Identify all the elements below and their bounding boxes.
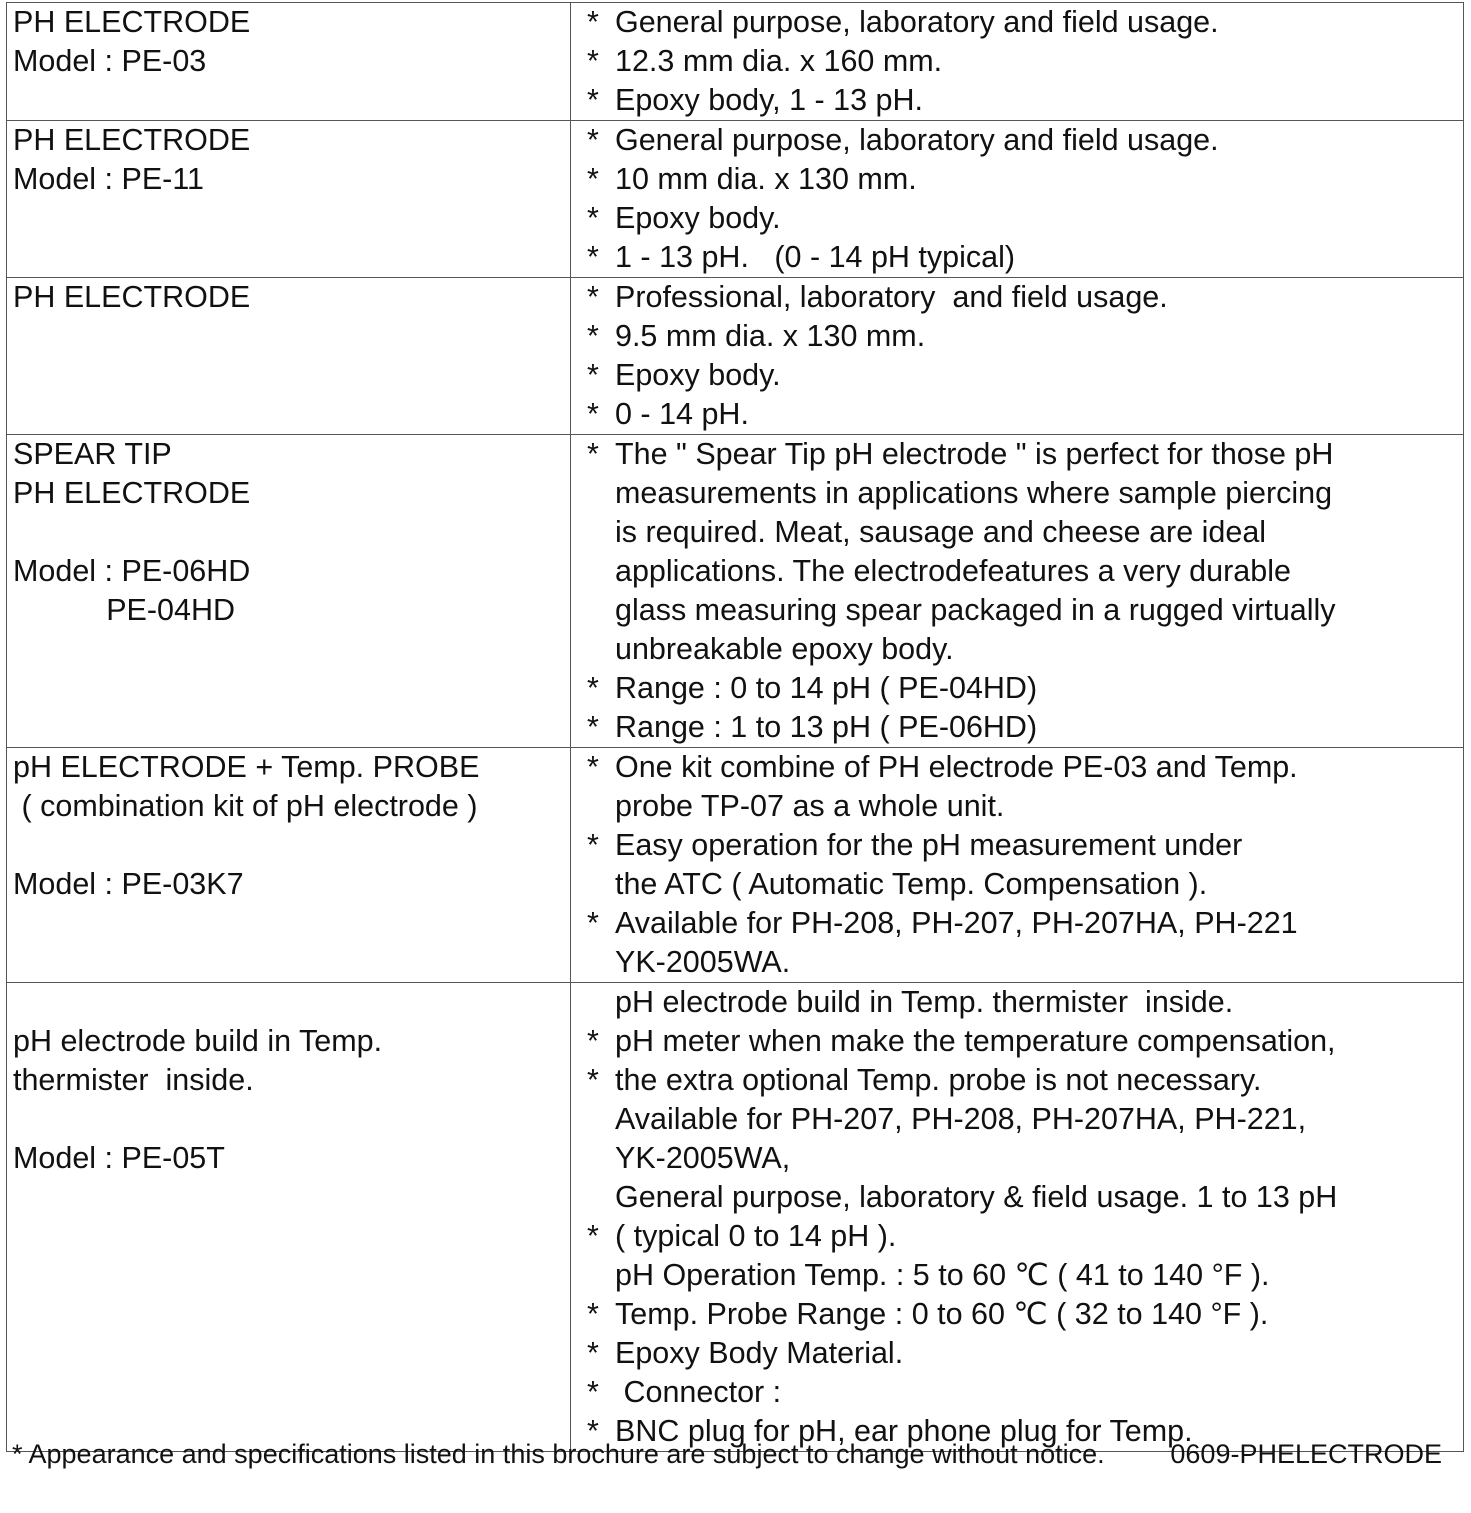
spec-item — [587, 865, 1463, 904]
spec-text: General purpose, laboratory and field usage. — [615, 123, 1219, 157]
product-name-cell — [7, 3, 571, 121]
spec-item — [587, 81, 1463, 120]
bullet-marker: * — [587, 358, 599, 392]
spec-item — [587, 1061, 1463, 1100]
bullet-marker: * — [587, 1375, 599, 1409]
spec-text: Epoxy body, 1 - 13 pH. — [615, 83, 923, 117]
spec-text: Connector : — [615, 1375, 782, 1409]
spec-item — [587, 3, 1463, 42]
spec-item — [587, 1217, 1463, 1256]
spec-text: applications. The electrodefeatures a very durable — [615, 554, 1291, 588]
product-spec-cell — [571, 983, 1464, 1452]
product-name-line: Model : PE-03 — [13, 44, 207, 78]
bullet-marker — [587, 1139, 615, 1178]
spec-item — [587, 317, 1463, 356]
product-name-cell — [7, 278, 571, 435]
product-name-line: PH ELECTRODE — [13, 123, 251, 157]
spec-table-body — [7, 3, 1464, 1452]
spec-item — [587, 199, 1463, 238]
spec-item — [587, 474, 1463, 513]
spec-row — [7, 121, 1464, 278]
spec-item — [587, 983, 1463, 1022]
document-code: 0609-PHELECTRODE — [1170, 1439, 1442, 1469]
spec-item — [587, 1256, 1463, 1295]
bullet-marker: * — [587, 397, 599, 431]
spec-item — [587, 591, 1463, 630]
spec-text: General purpose, laboratory & field usage. 1 to 13 pH — [615, 1180, 1338, 1214]
product-name-line: PH ELECTRODE — [13, 280, 251, 314]
spec-item — [587, 1295, 1463, 1334]
bullet-marker: * — [587, 1063, 599, 1097]
spec-item — [587, 552, 1463, 591]
spec-item — [587, 630, 1463, 669]
spec-item — [587, 669, 1463, 708]
bullet-marker: * — [587, 750, 599, 784]
product-name-line: Model : PE-03K7 — [13, 867, 244, 901]
spec-text: 12.3 mm dia. x 160 mm. — [615, 44, 943, 78]
spec-item — [587, 1334, 1463, 1373]
bullet-marker — [587, 591, 615, 630]
spec-item — [587, 787, 1463, 826]
spec-text: unbreakable epoxy body. — [615, 632, 954, 666]
product-name-cell — [7, 983, 571, 1452]
bullet-marker: * — [587, 280, 599, 314]
bullet-marker: * — [587, 1024, 599, 1058]
bullet-marker — [587, 787, 615, 826]
spec-row — [7, 983, 1464, 1452]
bullet-marker: * — [587, 1297, 599, 1331]
product-name-line: SPEAR TIP — [13, 437, 172, 471]
spec-text: glass measuring spear packaged in a rugged virtually — [615, 593, 1336, 627]
spec-text: 1 - 13 pH. (0 - 14 pH typical) — [615, 240, 1016, 274]
spec-text: Available for PH-208, PH-207, PH-207HA, PH-221 — [615, 906, 1298, 940]
spec-text: ( typical 0 to 14 pH ). — [615, 1219, 897, 1253]
bullet-marker: * — [587, 44, 599, 78]
spec-text: General purpose, laboratory and field usage. — [615, 5, 1219, 39]
spec-text: Easy operation for the pH measurement under — [615, 828, 1243, 862]
spec-text: 10 mm dia. x 130 mm. — [615, 162, 917, 196]
spec-text: BNC plug for pH, ear phone plug for Temp. — [615, 1414, 1193, 1448]
bullet-marker — [587, 865, 615, 904]
product-name-cell — [7, 435, 571, 748]
spec-text: Range : 1 to 13 pH ( PE-06HD) — [615, 710, 1038, 744]
product-spec-cell — [571, 748, 1464, 983]
spec-text: Epoxy Body Material. — [615, 1336, 904, 1370]
spec-item — [587, 1022, 1463, 1061]
spec-text: 9.5 mm dia. x 130 mm. — [615, 319, 926, 353]
spec-text: 0 - 14 pH. — [615, 397, 749, 431]
spec-item — [587, 1139, 1463, 1178]
spec-item — [587, 826, 1463, 865]
spec-item — [587, 395, 1463, 434]
bullet-marker — [587, 1178, 615, 1217]
spec-text: Epoxy body. — [615, 201, 781, 235]
bullet-marker: * — [587, 828, 599, 862]
bullet-marker — [587, 630, 615, 669]
spec-item — [587, 943, 1463, 982]
spec-item — [587, 748, 1463, 787]
spec-item — [587, 160, 1463, 199]
product-name-line: PH ELECTRODE — [13, 476, 251, 510]
spec-item — [587, 1178, 1463, 1217]
spec-item — [587, 513, 1463, 552]
bullet-marker — [587, 943, 615, 982]
spec-text: YK-2005WA, — [615, 1141, 791, 1175]
spec-item — [587, 1100, 1463, 1139]
product-name-line: Model : PE-05T — [13, 1141, 225, 1175]
spec-text: Available for PH-207, PH-208, PH-207HA, PH-221, — [615, 1102, 1307, 1136]
electrode-spec-table — [6, 2, 1464, 1452]
product-spec-cell — [571, 278, 1464, 435]
bullet-marker: * — [587, 1336, 599, 1370]
spec-text: the ATC ( Automatic Temp. Compensation ). — [615, 867, 1208, 901]
bullet-marker: * — [587, 1219, 599, 1253]
product-name-cell — [7, 121, 571, 278]
spec-item — [587, 1373, 1463, 1412]
spec-item — [587, 278, 1463, 317]
bullet-marker: * — [587, 1414, 599, 1448]
bullet-marker: * — [587, 83, 599, 117]
spec-item — [587, 356, 1463, 395]
bullet-marker — [587, 513, 615, 552]
bullet-marker: * — [587, 5, 599, 39]
bullet-marker — [587, 474, 615, 513]
spec-row — [7, 3, 1464, 121]
spec-item — [587, 42, 1463, 81]
bullet-marker: * — [587, 123, 599, 157]
spec-text: YK-2005WA. — [615, 945, 791, 979]
bullet-marker — [587, 1256, 615, 1295]
spec-sheet — [6, 2, 1464, 1452]
bullet-marker: * — [587, 240, 599, 274]
product-name-line: pH electrode build in Temp. — [13, 1024, 383, 1058]
spec-row — [7, 748, 1464, 983]
spec-text: the extra optional Temp. probe is not necessary. — [615, 1063, 1262, 1097]
product-spec-cell — [571, 121, 1464, 278]
spec-item — [587, 708, 1463, 747]
bullet-marker — [587, 1100, 615, 1139]
product-name-line — [13, 826, 570, 865]
product-spec-cell — [571, 3, 1464, 121]
bullet-marker: * — [587, 710, 599, 744]
spec-row — [7, 278, 1464, 435]
product-name-line — [13, 983, 570, 1022]
product-name-cell — [7, 748, 571, 983]
spec-text: Temp. Probe Range : 0 to 60 ℃ ( 32 to 140 °F ). — [615, 1297, 1269, 1331]
bullet-marker: * — [587, 201, 599, 235]
spec-text: Epoxy body. — [615, 358, 781, 392]
spec-item — [587, 435, 1463, 474]
spec-text: Range : 0 to 14 pH ( PE-04HD) — [615, 671, 1038, 705]
spec-item — [587, 238, 1463, 277]
product-name-line: PH ELECTRODE — [13, 5, 251, 39]
product-name-line: Model : PE-11 — [13, 162, 204, 196]
spec-item — [587, 121, 1463, 160]
bullet-marker: * — [587, 906, 599, 940]
bullet-marker: * — [587, 671, 599, 705]
product-name-line: PE-04HD — [13, 593, 236, 627]
bullet-marker: * — [587, 162, 599, 196]
bullet-marker — [587, 983, 615, 1022]
spec-item — [587, 904, 1463, 943]
spec-text: Professional, laboratory and field usage. — [615, 280, 1168, 314]
spec-text: pH electrode build in Temp. thermister inside. — [615, 985, 1234, 1019]
product-name-line: Model : PE-06HD — [13, 554, 251, 588]
product-spec-cell — [571, 435, 1464, 748]
product-name-line: thermister inside. — [13, 1063, 254, 1097]
spec-text: is required. Meat, sausage and cheese are ideal — [615, 515, 1267, 549]
bullet-marker: * — [587, 437, 599, 471]
spec-text: One kit combine of PH electrode PE-03 and Temp. — [615, 750, 1298, 784]
spec-text: The " Spear Tip pH electrode " is perfect for those pH — [615, 437, 1334, 471]
spec-text: measurements in applications where sample piercing — [615, 476, 1333, 510]
spec-text: probe TP-07 as a whole unit. — [615, 789, 1005, 823]
footer-notice: * Appearance and specifications listed in this brochure are subject to change without notice. — [12, 1439, 1105, 1469]
footer — [12, 1436, 1442, 1472]
product-name-line — [13, 1100, 570, 1139]
product-name-line — [13, 513, 570, 552]
product-name-line: ( combination kit of pH electrode ) — [13, 789, 478, 823]
spec-text: pH meter when make the temperature compensation, — [615, 1024, 1336, 1058]
bullet-marker: * — [587, 319, 599, 353]
spec-text: pH Operation Temp. : 5 to 60 ℃ ( 41 to 140 °F ). — [615, 1258, 1270, 1292]
bullet-marker — [587, 552, 615, 591]
product-name-line: pH ELECTRODE + Temp. PROBE — [13, 750, 480, 784]
spec-row — [7, 435, 1464, 748]
